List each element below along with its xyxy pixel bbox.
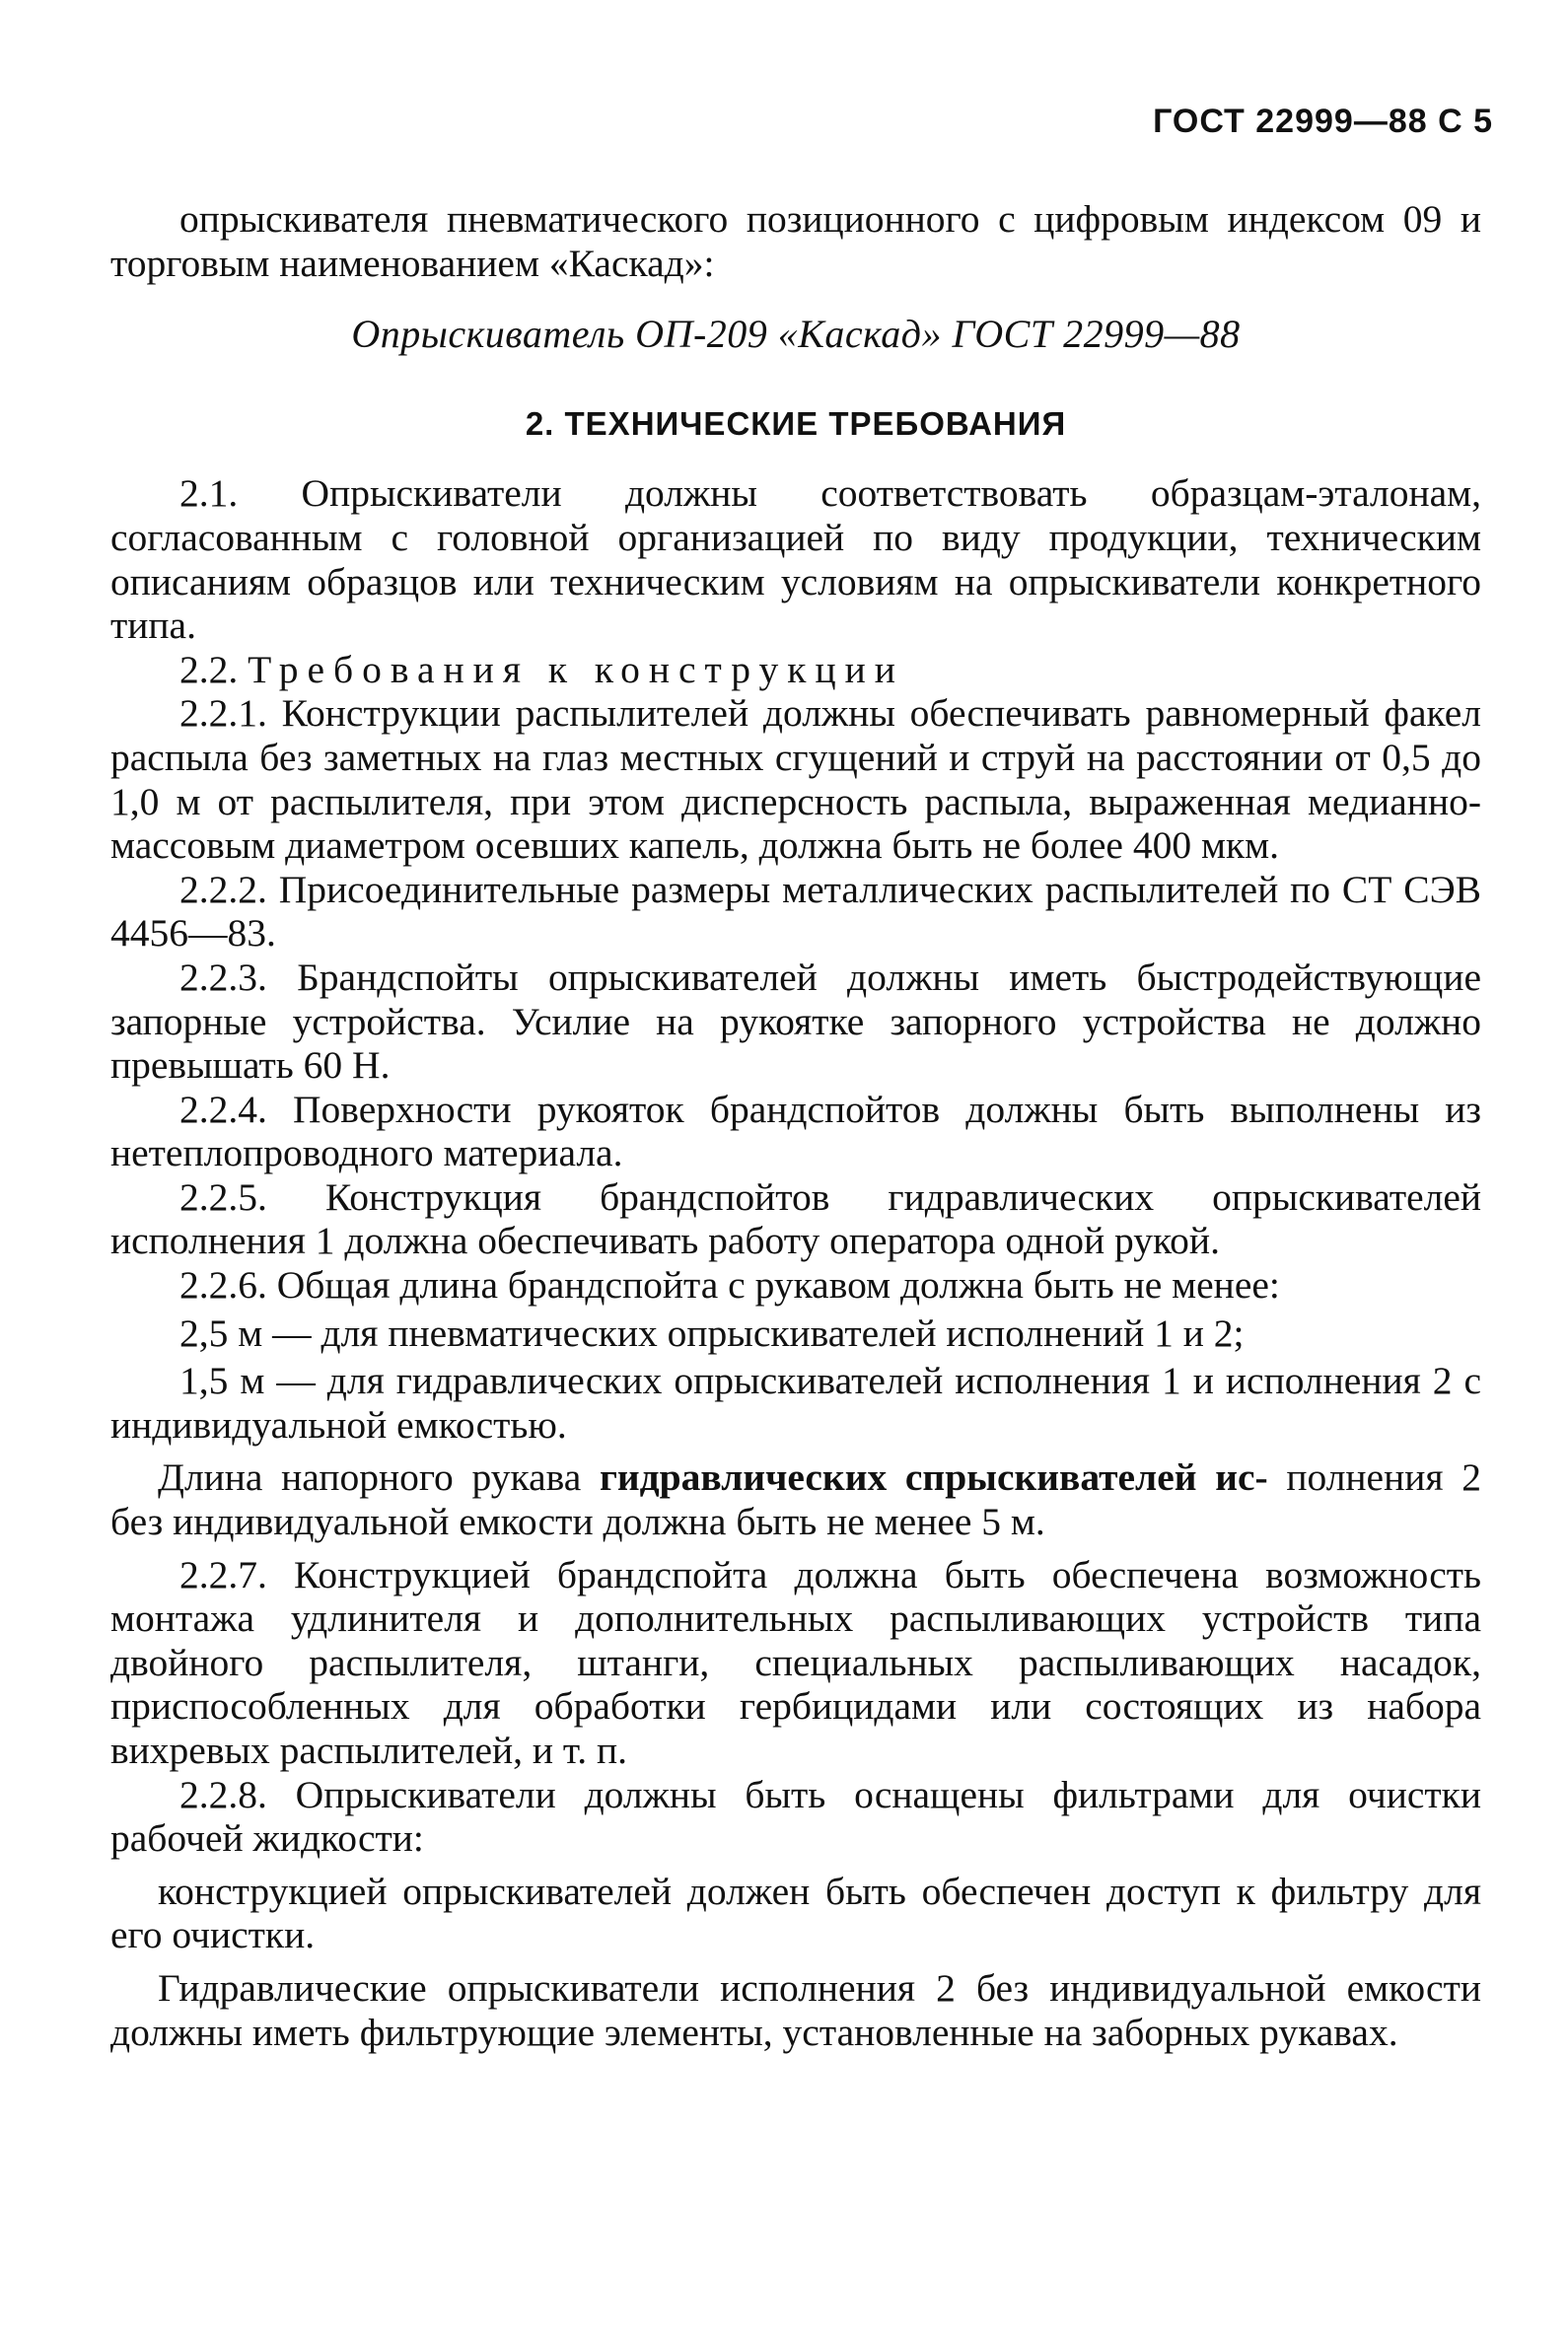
- clause-2-2-2: 2.2.2. Присоединительные размеры металлических распылителей по СТ СЭВ 4456—83.: [110, 867, 1481, 956]
- intro-paragraph: опрыскивателя пневматического позиционного с цифровым индексом 09 и торговым наименованием «Каскад»:: [110, 197, 1481, 285]
- clause-2-2-8: 2.2.8. Опрыскиватели должны быть оснащены фильтрами для очистки рабочей жидкости:: [110, 1772, 1481, 1861]
- clause-2-2-8-filter-access: конструкцией опрыскивателей должен быть обеспечен доступ к фильтру для его очистки.: [110, 1869, 1481, 1957]
- document-body: [110, 197, 1481, 2054]
- clause-2-2-6-item-2: 1,5 м — для гидравлических опрыскивателей исполнения 1 и исполнения 2 с индивидуальной емкостью.: [110, 1359, 1481, 1447]
- clause-2-2-6: 2.2.6. Общая длина брандспойта с рукавом должна быть не менее:: [179, 1263, 1280, 1308]
- hose-length-start: Длина напорного рукава: [158, 1455, 600, 1500]
- page-header: ГОСТ 22999—88 С 5: [1153, 103, 1493, 140]
- clause-2-2-heading: [110, 648, 1481, 692]
- hose-length-end: полнения 2 без индивидуальной емкости должна быть не менее 5 м.: [110, 1455, 1481, 1544]
- clause-2-1: 2.1. Опрыскиватели должны соответствовать образцам-эталонам, согласованным с головной организацией по виду продукции, техническим описаниям образцов или техническим условиям на опрыскиватели конкретного типа.: [110, 471, 1481, 648]
- clause-2-2-5: 2.2.5. Конструкция брандспойтов гидравлических опрыскивателей исполнения 1 должна обеспечивать работу оператора одной рукой.: [110, 1174, 1481, 1263]
- clause-2-2-8-filter-elements: Гидравлические опрыскиватели исполнения 2 без индивидуальной емкости должны иметь фильтрующие элементы, установленные на заборных рукавах.: [110, 1965, 1481, 2054]
- section-title: 2. ТЕХНИЧЕСКИЕ ТРЕБОВАНИЯ: [525, 404, 1067, 442]
- clause-2-2-3: 2.2.3. Брандспойты опрыскивателей должны иметь быстродействующие запорные устройства. Усилие на рукоятке запорного устройства не должно превышать 60 Н.: [110, 955, 1481, 1088]
- clause-2-2-7: 2.2.7. Конструкцией брандспойта должна быть обеспечена возможность монтажа удлинителя и дополнительных распыливающих устройств типа двойного распылителя, штанги, специальных распыливающих насадок, приспособленных для обработки гербицидами или состоящих из набора вихревых распылителей, и т. п.: [110, 1552, 1481, 1772]
- hose-length-bold: гидравлических спрыскивателей ис-: [599, 1455, 1268, 1500]
- clause-2-2-1: 2.2.1. Конструкции распылителей должны обеспечивать равномерный факел распыла без заметных на глаз местных сгущений и струй на расстоянии от 0,5 до 1,0 м от распылителя, при этом дисперсность распыла, выраженная медианно-массовым диаметром осевших капель, должна быть не более 400 мкм.: [110, 691, 1481, 868]
- product-designation-example: Опрыскиватель ОП-209 «Каскад» ГОСТ 22999—88: [351, 312, 1241, 357]
- clause-2-2-title: Требования к конструкции: [248, 647, 904, 691]
- clause-2-2-number: 2.2.: [179, 647, 239, 691]
- hose-length-paragraph: [110, 1455, 1481, 1543]
- clause-2-2-4: 2.2.4. Поверхности рукояток брандспойтов должны быть выполнены из нетеплопроводного материала.: [110, 1087, 1481, 1175]
- clause-2-2-6-item-1: 2,5 м — для пневматических опрыскивателей исполнений 1 и 2;: [179, 1311, 1245, 1355]
